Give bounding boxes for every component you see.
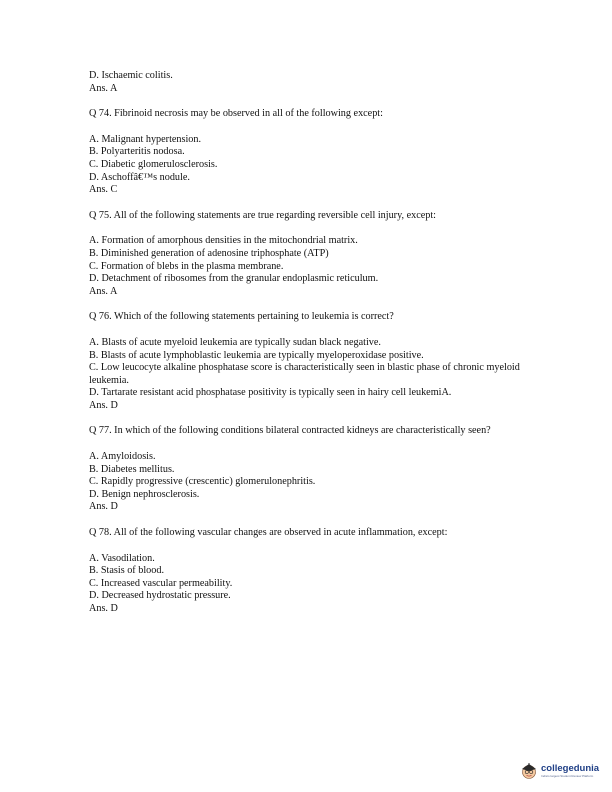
q77-option-c: C. Rapidly progressive (crescentic) glomerulonephritis. [89, 476, 316, 488]
logo-tagline: India's largest Student Review Platform [541, 774, 594, 778]
q74-option-a: A. Malignant hypertension. [89, 133, 202, 145]
q75-option-a: A. Formation of amorphous densities in the mitochondrial matrix. [89, 235, 358, 247]
q78-option-c: C. Increased vascular permeability. [89, 577, 233, 589]
question-74: Q 74. Fibrinoid necrosis may be observed in all of the following except: [89, 108, 383, 120]
q78-option-a: A. Vasodilation. [89, 552, 155, 564]
q76-option-d: D. Tartarate resistant acid phosphatase positivity is typically seen in hairy cell leukemiA. [89, 387, 452, 399]
q76-option-a: A. Blasts of acute myeloid leukemia are typically sudan black negative. [89, 336, 381, 348]
mascot-icon [520, 761, 538, 781]
option-d: D. Ischaemic colitis. [89, 70, 173, 81]
q77-answer: Ans. D [89, 501, 118, 513]
question-77: Q 77. In which of the following conditions bilateral contracted kidneys are characteristically seen? [89, 425, 491, 437]
q74-option-d: D. Aschoffâ€™s nodule. [89, 171, 190, 183]
q74-answer: Ans. C [89, 184, 118, 196]
q76-option-b: B. Blasts of acute lymphoblastic leukemia are typically myeloperoxidase positive. [89, 349, 424, 361]
question-75: Q 75. All of the following statements are true regarding reversible cell injury, except: [89, 209, 437, 221]
collegedunia-logo [520, 758, 608, 784]
q76-option-c: C. Low leucocyte alkaline phosphatase score is characteristically seen in blastic phase of chronic myeloid leukemia. [89, 362, 520, 386]
question-76: Q 76. Which of the following statements pertaining to leukemia is correct? [89, 311, 394, 323]
q74-option-c: C. Diabetic glomerulosclerosis. [89, 158, 218, 170]
q75-option-d: D. Detachment of ribosomes from the granular endoplasmic reticulum. [89, 273, 379, 285]
q77-option-d: D. Benign nephrosclerosis. [89, 488, 200, 500]
q78-answer: Ans. D [89, 603, 118, 614]
question-78: Q 78. All of the following vascular changes are observed in acute inflammation, except: [89, 527, 448, 539]
q78-option-b: B. Stasis of blood. [89, 565, 164, 577]
answer: Ans. A [89, 82, 118, 94]
logo-name: collegedunia [541, 763, 600, 774]
q77-option-a: A. Amyloidosis. [89, 451, 156, 463]
document-body [89, 70, 529, 616]
q77-option-b: B. Diabetes mellitus. [89, 463, 175, 475]
q75-option-b: B. Diminished generation of adenosine triphosphate (ATP) [89, 247, 329, 259]
q75-answer: Ans. A [89, 285, 118, 297]
q75-option-c: C. Formation of blebs in the plasma membrane. [89, 260, 284, 272]
q76-answer: Ans. D [89, 399, 118, 411]
q78-option-d: D. Decreased hydrostatic pressure. [89, 590, 231, 602]
q74-option-b: B. Polyarteritis nodosa. [89, 146, 185, 158]
